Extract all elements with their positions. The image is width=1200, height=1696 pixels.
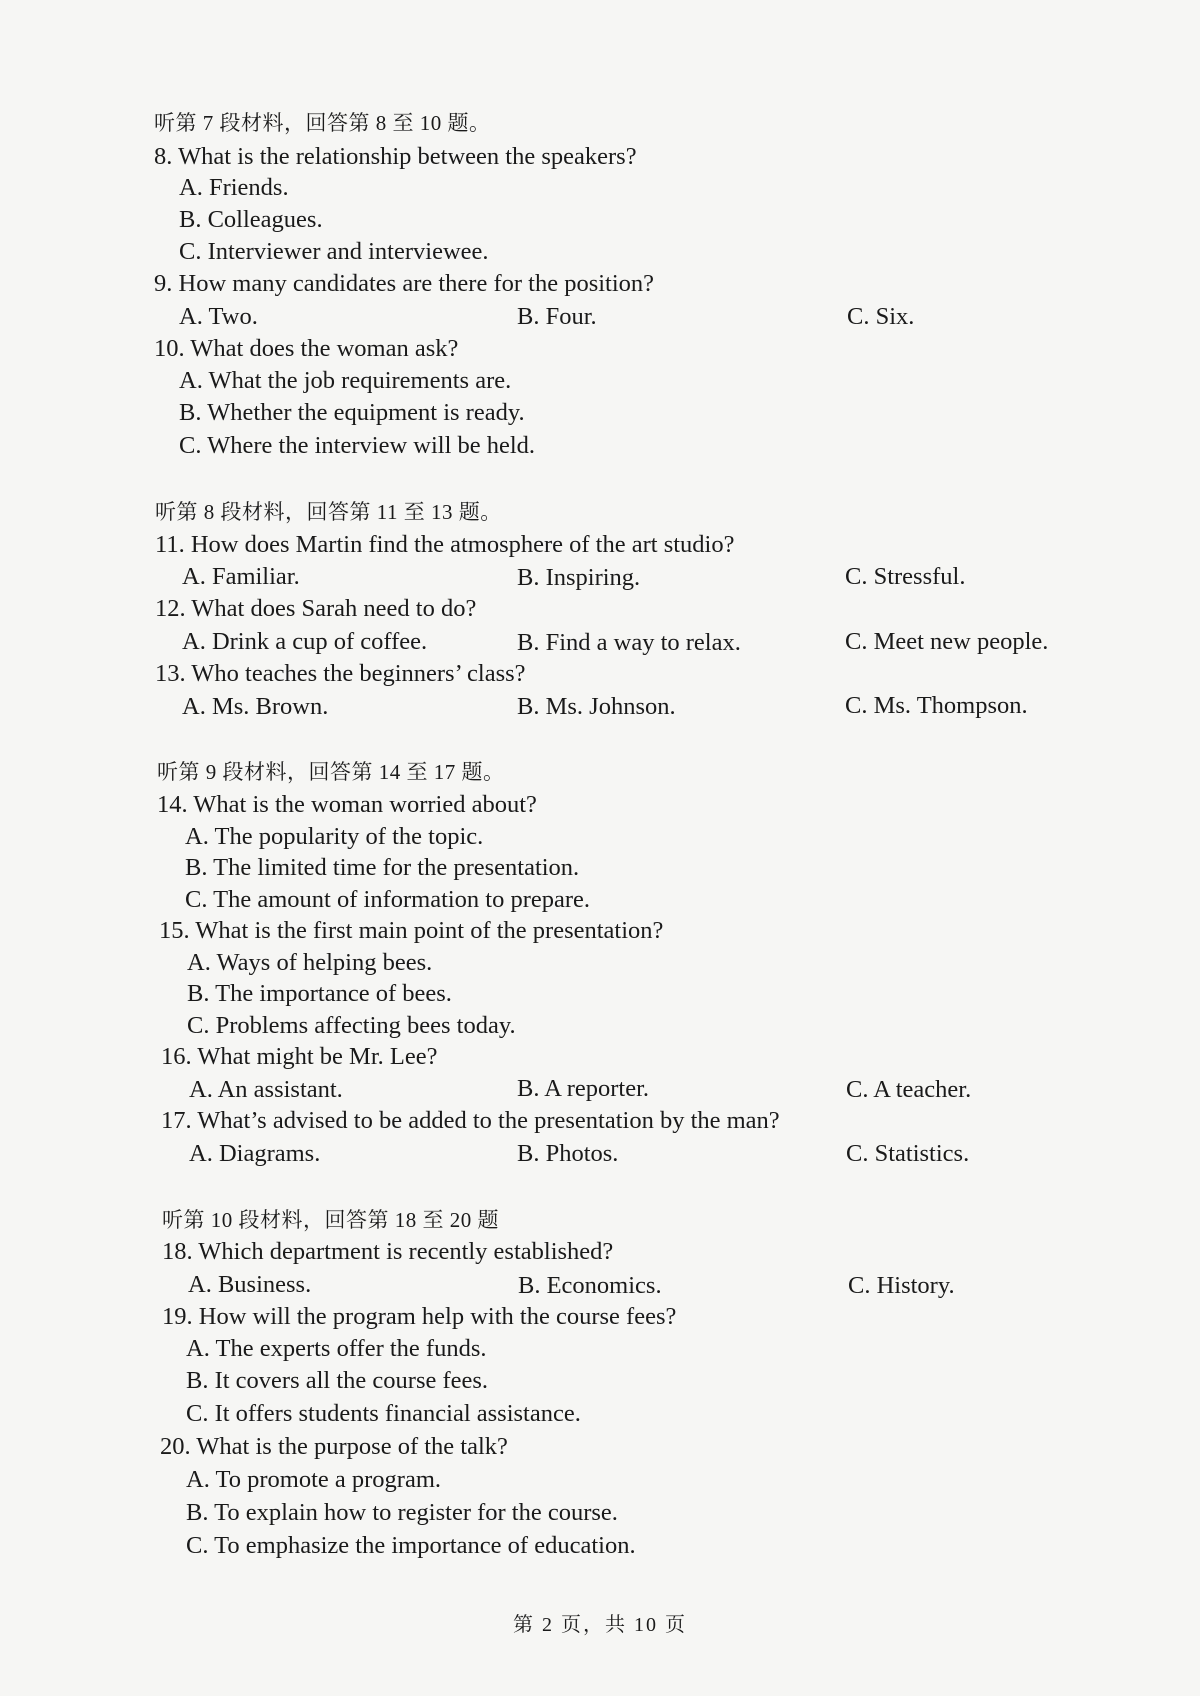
- question: 17. What’s advised to be added to the presentation by the man?: [161, 1107, 780, 1134]
- option: B. Find a way to relax.: [517, 629, 741, 656]
- option: B. Colleagues.: [179, 206, 323, 233]
- option: A. To promote a program.: [186, 1466, 442, 1493]
- option: A. The experts offer the funds.: [186, 1335, 487, 1362]
- option: C. A teacher.: [846, 1076, 972, 1103]
- option: B. Four.: [517, 303, 597, 330]
- question: 15. What is the first main point of the presentation?: [159, 917, 664, 944]
- question: 18. Which department is recently established?: [162, 1238, 614, 1265]
- option: A. Ways of helping bees.: [187, 949, 433, 976]
- option: C. Ms. Thompson.: [845, 692, 1028, 719]
- option: A. An assistant.: [189, 1076, 343, 1103]
- question: 8. What is the relationship between the speakers?: [154, 143, 637, 170]
- question: 20. What is the purpose of the talk?: [160, 1433, 508, 1460]
- option: A. Drink a cup of coffee.: [182, 628, 428, 655]
- option: C. To emphasize the importance of education.: [186, 1532, 636, 1559]
- option: A. Ms. Brown.: [182, 693, 329, 720]
- question: 19. How will the program help with the course fees?: [162, 1303, 677, 1330]
- question: 14. What is the woman worried about?: [157, 791, 537, 818]
- section-header: 听第 9 段材料，回答第 14 至 17 题。: [157, 760, 505, 784]
- option: B. Whether the equipment is ready.: [179, 399, 525, 426]
- option: C. The amount of information to prepare.: [185, 886, 591, 913]
- option: A. Diagrams.: [189, 1140, 321, 1167]
- option: C. Stressful.: [845, 563, 966, 590]
- page-number: 第 2 页，共 10 页: [513, 1614, 687, 1636]
- option: B. Inspiring.: [517, 564, 641, 591]
- option: B. Photos.: [517, 1140, 619, 1167]
- question: 11. How does Martin find the atmosphere of the art studio?: [155, 531, 735, 558]
- question: 10. What does the woman ask?: [154, 335, 459, 362]
- option: C. Where the interview will be held.: [179, 432, 536, 459]
- option: B. To explain how to register for the course.: [186, 1499, 618, 1526]
- option: A. The popularity of the topic.: [185, 823, 484, 850]
- question: 16. What might be Mr. Lee?: [161, 1043, 438, 1070]
- option: B. A reporter.: [517, 1075, 650, 1102]
- option: A. Friends.: [179, 174, 289, 201]
- question: 13. Who teaches the beginners’ class?: [155, 660, 526, 687]
- option: B. It covers all the course fees.: [186, 1367, 489, 1394]
- option: C. It offers students financial assistance.: [186, 1400, 581, 1427]
- question: 9. How many candidates are there for the position?: [154, 270, 655, 297]
- section-header: 听第 7 段材料，回答第 8 至 10 题。: [154, 111, 491, 135]
- option: A. Familiar.: [182, 563, 300, 590]
- section-header: 听第 8 段材料，回答第 11 至 13 题。: [155, 500, 502, 524]
- option: A. Business.: [188, 1271, 312, 1298]
- option: C. History.: [848, 1272, 955, 1299]
- question: 12. What does Sarah need to do?: [155, 595, 477, 622]
- option: C. Statistics.: [846, 1140, 970, 1167]
- option: C. Meet new people.: [845, 628, 1049, 655]
- option: B. Ms. Johnson.: [517, 693, 676, 720]
- option: B. The limited time for the presentation.: [185, 854, 580, 881]
- option: C. Problems affecting bees today.: [187, 1012, 516, 1039]
- option: A. What the job requirements are.: [179, 367, 512, 394]
- option: B. The importance of bees.: [187, 980, 452, 1007]
- option: C. Six.: [847, 303, 915, 330]
- option: A. Two.: [179, 303, 258, 330]
- option: C. Interviewer and interviewee.: [179, 238, 489, 265]
- section-header: 听第 10 段材料，回答第 18 至 20 题: [162, 1208, 499, 1232]
- option: B. Economics.: [518, 1272, 662, 1299]
